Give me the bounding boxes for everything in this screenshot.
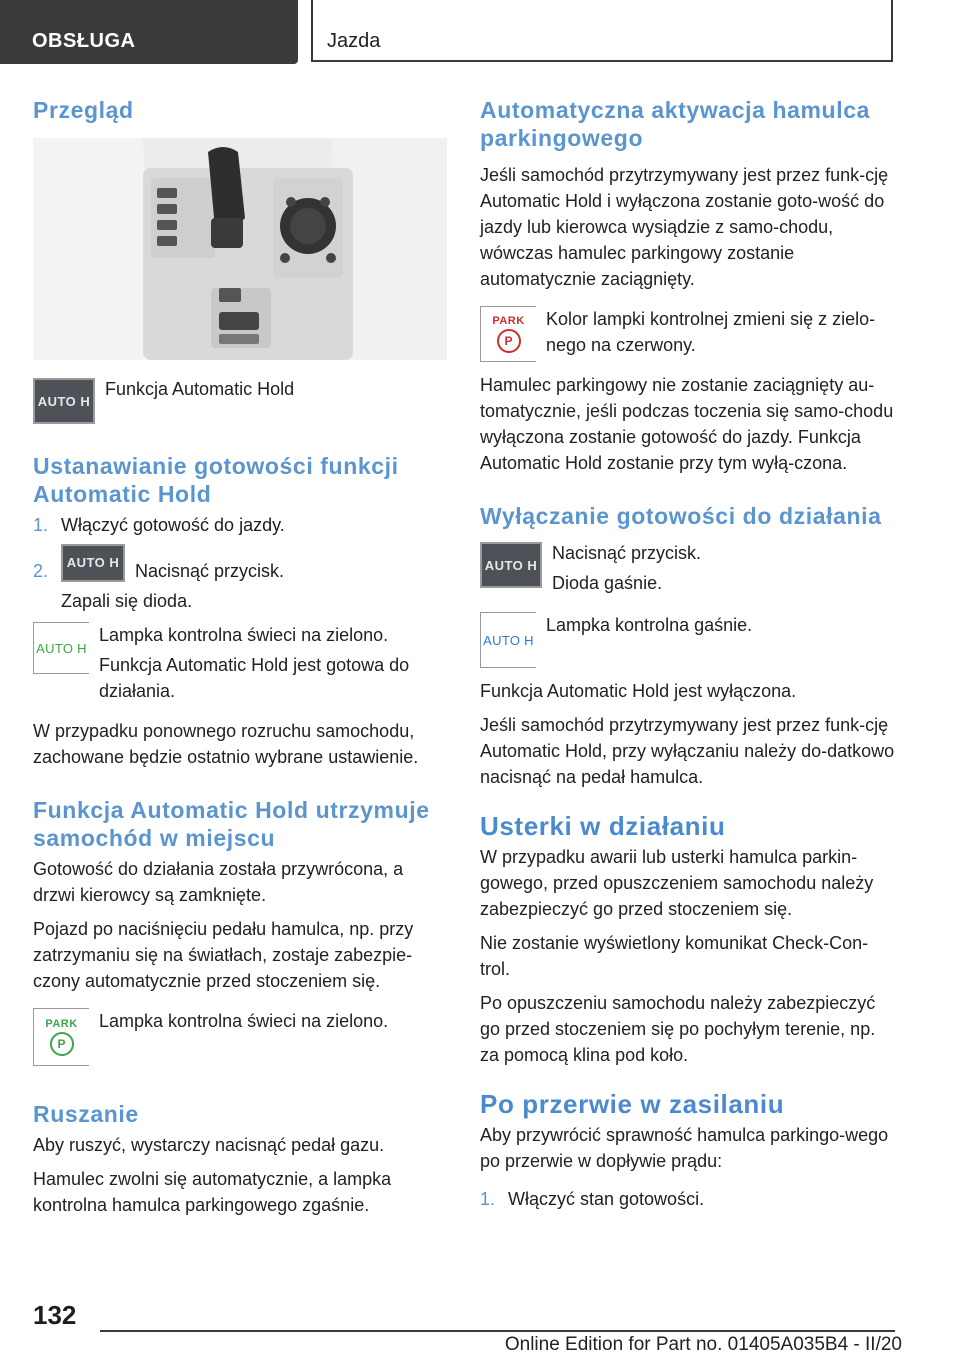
footer-divider (100, 1330, 895, 1332)
start-paragraph-1: Aby ruszyć, wystarczy nacisnąć pedał gazu. (33, 1135, 385, 1155)
park-green-text: Lampka kontrolna świeci na zielono. (99, 1011, 389, 1031)
deactivate-result: Dioda gaśnie. (552, 573, 663, 593)
readiness-steps (33, 512, 449, 584)
hold-paragraph-1: Gotowość do działania została przywrócona, a drzwi kierowcy są zamknięte. (33, 859, 404, 905)
faults-heading: Usterki w działaniu (480, 811, 726, 841)
page-number: 132 (33, 1300, 77, 1330)
green-indicator-ready-text: Funkcja Automatic Hold jest gotowa do działania. (99, 655, 410, 701)
step-text: Włączyć gotowość do jazdy. (61, 515, 285, 535)
step2-result: Zapali się dioda. (61, 591, 193, 611)
park-label: PARK (45, 1018, 78, 1030)
indicator-off-row (480, 612, 896, 668)
auto-h-label: AUTO H (484, 557, 538, 573)
step-item (33, 512, 449, 538)
deactivate-heading: Wyłączanie gotowości do działania (480, 503, 882, 529)
faults-paragraph-2: Nie zostanie wyświetlony komunikat Check-Con-trol. (480, 933, 869, 979)
chapter-title: Jazda (327, 30, 381, 52)
auto-park-heading: Automatyczna aktywacja hamulca parkingowego (480, 97, 870, 151)
overview-heading: Przegląd (33, 97, 134, 123)
chapter-tab (311, 0, 893, 62)
power-paragraph-1: Aby przywrócić sprawność hamulca parkingo-wego po przerwie w dopływie prądu: (480, 1125, 889, 1171)
indicator-off-text: Lampka kontrolna gaśnie. (546, 615, 753, 635)
start-paragraph-2: Hamulec zwolni się automatycznie, a lampka kontrolna hamulca parkingowego zgaśnie. (33, 1169, 392, 1215)
park-symbol: P (50, 1032, 74, 1056)
park-symbol: P (497, 329, 521, 353)
faults-paragraph-3: Po opuszczeniu samochodu należy zabezpieczyć go przed stoczeniem się po pochyłym terenie, np. za pomocą klina pod koło. (480, 993, 876, 1065)
auto-hold-button-icon (480, 542, 542, 588)
hold-paragraph-2: Pojazd po naciśnięciu pedału hamulca, np. przy zatrzymaniu się na światłach, zostaje zabezpie-czony automatycznie przed stoczeniem się. (33, 919, 414, 991)
auto-park-paragraph-1: Jeśli samochód przytrzymywany jest przez funk-cję Automatic Hold i wyłączona zostanie goto-wość do jazdy lub kierowca wysiądzie z samo-chodu, wówczas hamulec parkingowy zostanie automatycznie zaciągnięty. (480, 165, 889, 289)
step-text: Nacisnąć przycisk. (135, 561, 285, 581)
hold-heading: Funkcja Automatic Hold utrzymuje samochód w miejscu (33, 797, 430, 851)
auto-h-label: AUTO H (37, 393, 91, 409)
park-red-row (480, 306, 896, 362)
center-console-illustration (33, 138, 447, 360)
park-green-indicator-icon (33, 1008, 89, 1066)
edition-note: Online Edition for Part no. 01405A035B4 - II/20 (504, 1334, 902, 1355)
auto-h-label: AUTO H (66, 555, 120, 570)
step-number: 1. (33, 515, 49, 535)
step-text: Włączyć stan gotowości. (508, 1189, 705, 1209)
auto-park-paragraph-2: Hamulec parkingowy nie zostanie zaciągnięty au-tomatycznie, jeśli podczas toczenia się samo-chodu wyłączona zostanie gotowość do jazdy. Funkcja Automatic Hold zostanie przy tym wyłą-czona. (480, 375, 894, 473)
right-column (480, 96, 896, 1218)
step-number: 2. (33, 561, 49, 581)
power-heading: Po przerwie w zasilaniu (480, 1089, 785, 1119)
left-column (33, 96, 449, 1226)
auto-hold-caption: Funkcja Automatic Hold (105, 379, 295, 399)
park-red-text: Kolor lampki kontrolnej zmieni się z zielo-nego na czerwony. (546, 309, 876, 355)
step-number: 1. (480, 1189, 496, 1209)
auto-h-label: AUTO H (36, 640, 87, 656)
auto-hold-green-indicator-icon (33, 622, 89, 674)
step-item (33, 544, 449, 584)
start-heading: Ruszanie (33, 1101, 139, 1127)
section-title: OBSŁUGA (32, 30, 136, 52)
park-label: PARK (492, 315, 525, 327)
restart-note: W przypadku ponownego rozruchu samochodu, zachowane będzie ostatnio wybrane ustawienie. (33, 721, 419, 767)
deactivate-row (480, 540, 896, 600)
off-paragraph-2: Jeśli samochód przytrzymywany jest przez funk-cję Automatic Hold, przy wyłączaniu należy do-datkowo nacisnąć na pedał hamulca. (480, 715, 895, 787)
section-tab (0, 0, 298, 64)
deactivate-step: Nacisnąć przycisk. (552, 543, 702, 563)
park-red-indicator-icon (480, 306, 536, 362)
green-indicator-text: Lampka kontrolna świeci na zielono. (99, 625, 389, 645)
readiness-heading: Ustanawianie gotowości funkcji Automatic Hold (33, 453, 399, 507)
park-green-row (33, 1008, 449, 1066)
center-console-photo (33, 138, 447, 360)
auto-hold-caption-row (33, 376, 449, 424)
auto-hold-button-icon (33, 378, 95, 424)
off-paragraph-1: Funkcja Automatic Hold jest wyłączona. (480, 681, 797, 701)
power-steps (480, 1186, 896, 1212)
green-indicator-row (33, 622, 449, 708)
auto-hold-off-indicator-icon (480, 612, 536, 668)
step-item (480, 1186, 896, 1212)
auto-h-label: AUTO H (483, 632, 534, 648)
faults-paragraph-1: W przypadku awarii lub usterki hamulca parkin-gowego, przed opuszczeniem samochodu należy zabezpieczyć go przed stoczeniem się. (480, 847, 874, 919)
auto-hold-button-icon (61, 544, 125, 582)
